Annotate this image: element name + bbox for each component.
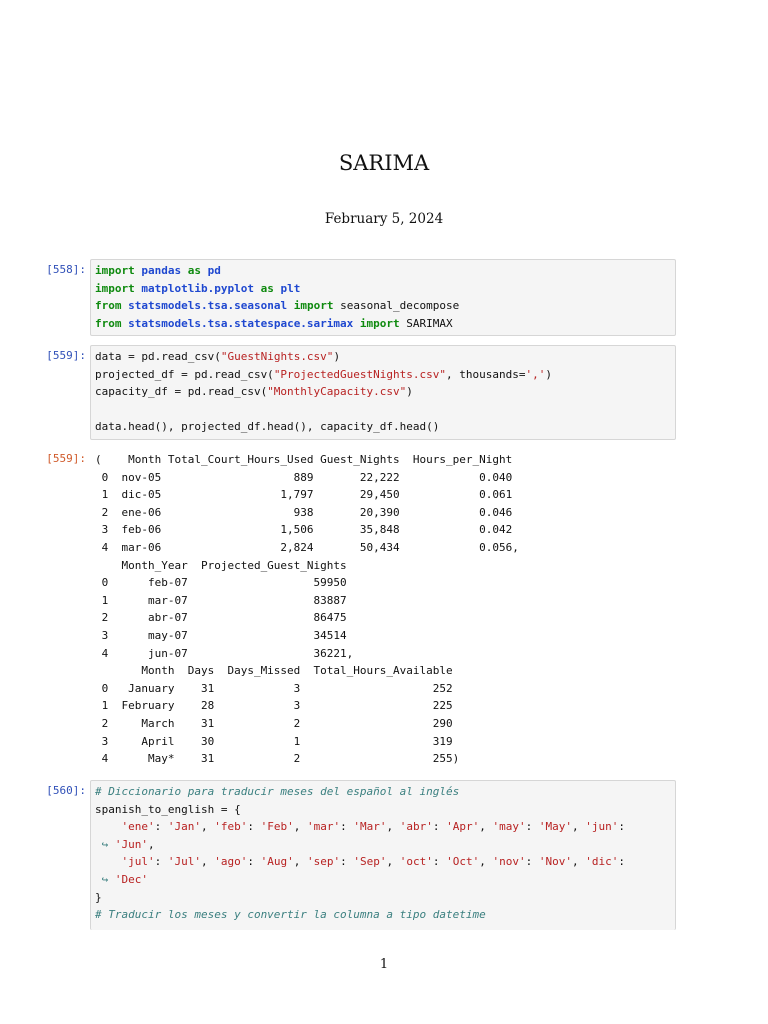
document-date: February 5, 2024 — [324, 211, 444, 227]
code-token: : — [432, 855, 447, 869]
code-token: seasonal_decompose — [333, 299, 460, 313]
code-token: 'Apr' — [446, 820, 480, 834]
code-token: , — [201, 820, 215, 834]
code-token: : — [247, 820, 261, 834]
code-token: : — [432, 820, 447, 834]
code-token: plt — [280, 281, 301, 295]
code-token: projected_df = pd.read_csv( — [95, 367, 274, 381]
code-token — [287, 299, 294, 312]
code-token: ↪ — [95, 837, 115, 851]
code-token: , — [386, 820, 400, 834]
code-token: 'nov' — [492, 855, 526, 869]
code-token: , — [479, 820, 493, 834]
code-token: capacity_df = pd.read_csv( — [95, 385, 268, 399]
code-token: spanish_to_english = { — [95, 802, 241, 816]
code-token: as — [260, 281, 274, 295]
code-token: import — [95, 281, 135, 295]
code-token: 'abr' — [399, 820, 433, 834]
code-token: 'dic' — [585, 855, 619, 869]
code-token: 'Feb' — [260, 820, 294, 834]
code-token: pandas — [141, 264, 182, 277]
code-token: ',' — [525, 367, 546, 381]
code-token: 'Sep' — [353, 855, 387, 869]
code-token: : — [340, 820, 354, 834]
code-token: from — [95, 316, 122, 330]
code-token: ) — [333, 350, 341, 363]
code-token: : — [525, 820, 539, 834]
code-token: : — [340, 855, 354, 869]
code-token: , thousands= — [446, 367, 526, 381]
code-token: 'Mar' — [353, 820, 387, 834]
code-block — [95, 262, 675, 332]
code-token: ) — [406, 385, 413, 399]
cell-prompt-559-in: [559]: — [46, 349, 86, 362]
code-token: import — [359, 316, 400, 330]
code-token: , — [201, 855, 215, 869]
output-block: ( Month Total_Court_Hours_Used Guest_Nights Hours_per_Night 0 nov-05 889 22,222 0.040 1 dic-05 1,797 29,450 0.061 2 ene-06 938 20,390 0.046 3 feb-06 1,506 35,848 0.042 4 mar-06 2,824 50,434 0.056, Month_Year Projected_Guest_Nights 0 feb-07 59950 1 mar-07 83887 2 abr-07 86475 3 may-07 34514 4 jun-07 36221, Month Days Days_Missed Total_Hours_Available 0 January 31 3 252 1 February 28 3 225 2 March 31 2 290 3 April 30 1 319 4 May* 31 2 255) — [95, 453, 519, 766]
code-token: 'oct' — [399, 855, 433, 869]
code-token: 'ene' — [121, 820, 155, 834]
code-token: ) — [545, 367, 552, 381]
code-token — [353, 317, 360, 330]
code-token — [254, 282, 261, 295]
code-token: from — [95, 299, 122, 313]
code-token: 'sep' — [307, 855, 341, 869]
cell-prompt-559-out: [559]: — [46, 452, 86, 465]
code-token: , — [148, 837, 155, 851]
code-token: 'jun' — [585, 820, 619, 834]
code-token: 'Dec' — [114, 872, 148, 886]
code-token: : — [154, 820, 168, 834]
cell-prompt-558: [558]: — [46, 263, 86, 276]
code-token: 'Aug' — [260, 855, 294, 869]
code-token: , — [293, 855, 307, 869]
code-token: 'jul' — [121, 855, 155, 869]
code-token: , — [386, 855, 400, 869]
code-token: pd — [207, 264, 221, 277]
code-token: , — [293, 820, 307, 834]
code-token: statsmodels.tsa.seasonal — [128, 299, 288, 313]
code-token: , — [572, 855, 586, 869]
code-token: data.head(), projected_df.head(), capacity_df.head() — [95, 420, 440, 434]
code-cell-month-translation[interactable] — [90, 780, 676, 930]
code-token: 'May' — [538, 820, 572, 834]
code-token: SARIMAX — [399, 316, 453, 330]
code-token — [95, 855, 122, 868]
code-token: : — [247, 855, 261, 869]
code-token: 'may' — [492, 820, 526, 834]
code-block — [95, 348, 675, 436]
code-token: statsmodels.tsa.statespace.sarimax — [128, 316, 354, 330]
code-token — [95, 820, 122, 833]
document-title: SARIMA — [338, 151, 430, 175]
code-token: "GuestNights.csv" — [220, 350, 334, 363]
page-number: 1 — [379, 957, 389, 972]
code-token: : — [618, 855, 625, 869]
code-token: } — [95, 890, 102, 904]
code-token: 'Nov' — [538, 855, 572, 869]
code-token: , — [572, 820, 586, 834]
code-token: ↪ — [95, 872, 115, 886]
code-token: 'Jul' — [167, 855, 201, 869]
code-cell-read-csv[interactable] — [90, 345, 676, 440]
code-token: 'Oct' — [446, 855, 480, 869]
code-cell-imports[interactable] — [90, 259, 676, 336]
code-token: import — [95, 264, 135, 277]
code-token: "MonthlyCapacity.csv" — [267, 385, 407, 399]
code-token: # Diccionario para traducir meses del español al inglés — [95, 785, 460, 798]
code-token: as — [187, 264, 201, 277]
code-token: 'Jan' — [167, 820, 201, 834]
code-token: data = pd.read_csv( — [95, 350, 221, 363]
code-token: # Traducir los meses y convertir la columna a tipo datetime — [95, 908, 486, 922]
cell-prompt-560: [560]: — [46, 784, 86, 797]
code-token: import — [293, 299, 334, 313]
code-token: 'Jun' — [114, 837, 148, 851]
code-token: matplotlib.pyplot — [141, 281, 254, 295]
code-token — [201, 264, 208, 277]
code-token: 'ago' — [214, 855, 248, 869]
code-token — [181, 264, 188, 277]
code-block — [95, 783, 675, 924]
code-token: : — [525, 855, 539, 869]
code-token: 'mar' — [307, 820, 341, 834]
code-token: "ProjectedGuestNights.csv" — [273, 367, 446, 381]
code-token: , — [479, 855, 493, 869]
code-token: 'feb' — [214, 820, 248, 834]
code-token: : — [154, 855, 168, 869]
code-token: : — [618, 820, 625, 834]
